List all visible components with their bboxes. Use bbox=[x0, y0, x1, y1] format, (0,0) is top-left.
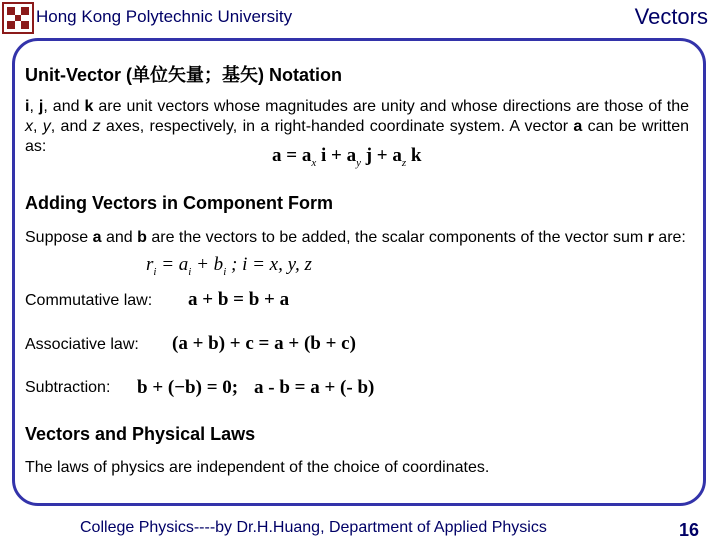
section-title-physical-laws: Vectors and Physical Laws bbox=[25, 424, 256, 444]
subtraction-label: Subtraction: bbox=[25, 379, 111, 396]
text-fragment: and bbox=[101, 229, 138, 246]
text-fragment: , and bbox=[43, 98, 85, 115]
term-j: j bbox=[38, 98, 44, 115]
section-title-adding-vectors: Adding Vectors in Component Form bbox=[25, 193, 334, 213]
associative-law-formula bbox=[172, 333, 356, 355]
formula-sub: y bbox=[356, 156, 361, 169]
term-a: a bbox=[92, 229, 102, 246]
formula-part: j + a bbox=[365, 145, 402, 166]
subtraction-formula-1 bbox=[137, 377, 238, 399]
text-fragment: , bbox=[33, 118, 43, 135]
page-number: 16 bbox=[679, 520, 700, 540]
formula-part: k bbox=[410, 145, 422, 166]
formula-part: r bbox=[146, 254, 154, 275]
term-b: b bbox=[137, 229, 147, 246]
section-title-unit-vector: Unit-Vector (单位矢量；基矢) Notation bbox=[25, 65, 342, 85]
associative-law-label: Associative law: bbox=[25, 336, 139, 353]
formula-part: + b bbox=[191, 254, 224, 275]
formula-component-sum bbox=[146, 254, 312, 278]
formula-part: a = a bbox=[272, 145, 312, 166]
formula-part: i + a bbox=[320, 145, 357, 166]
formula-sub: z bbox=[401, 156, 407, 169]
physical-laws-paragraph: The laws of physics are independent of the choice of coordinates. bbox=[25, 459, 490, 476]
formula-sub: x bbox=[311, 156, 317, 169]
subtraction-formula-2 bbox=[254, 377, 374, 399]
header-topic: Vectors bbox=[634, 4, 708, 29]
university-logo-icon bbox=[2, 2, 34, 34]
formula-part: = a bbox=[156, 254, 189, 275]
term-i: i bbox=[25, 98, 30, 115]
text-fragment: axes, respectively, in a right-handed coordinate system. A vector bbox=[100, 118, 574, 135]
text-fragment: are: bbox=[653, 229, 686, 246]
header-university: Hong Kong Polytechnic University bbox=[36, 7, 293, 26]
formula-part: a + b = b + a bbox=[188, 289, 290, 310]
text-fragment: are the vectors to be added, the scalar components of the vector sum bbox=[146, 229, 648, 246]
formula-sub: i bbox=[153, 265, 157, 278]
adding-vectors-paragraph bbox=[25, 228, 693, 248]
term-z: z bbox=[92, 118, 101, 135]
text-fragment: , and bbox=[50, 118, 93, 135]
section-unit-vector bbox=[25, 58, 693, 157]
term-a: a bbox=[573, 118, 583, 135]
formula-part: ; i = x, y, z bbox=[226, 254, 312, 275]
commutative-law-label: Commutative law: bbox=[25, 292, 153, 309]
formula-part: b + (−b) = 0; bbox=[137, 377, 239, 398]
commutative-law-formula bbox=[188, 289, 289, 311]
term-y: y bbox=[42, 118, 51, 135]
formula-vector-components bbox=[272, 145, 421, 169]
footer-credit: College Physics----by Dr.H.Huang, Department of Applied Physics bbox=[80, 519, 547, 536]
formula-sub: i bbox=[223, 265, 227, 278]
formula-sub: i bbox=[188, 265, 192, 278]
text-fragment: are unit vectors whose magnitudes are unity and whose directions are those of the bbox=[93, 98, 690, 115]
term-k: k bbox=[84, 98, 94, 115]
term-r: r bbox=[647, 229, 654, 246]
formula-part: a - b = a + (- b) bbox=[254, 377, 375, 398]
formula-part: (a + b) + c = a + (b + c) bbox=[172, 333, 356, 354]
text-fragment: Suppose bbox=[25, 229, 93, 246]
text-fragment: can be written as: bbox=[25, 118, 690, 155]
text-fragment: , bbox=[29, 98, 39, 115]
term-x: x bbox=[25, 118, 33, 135]
